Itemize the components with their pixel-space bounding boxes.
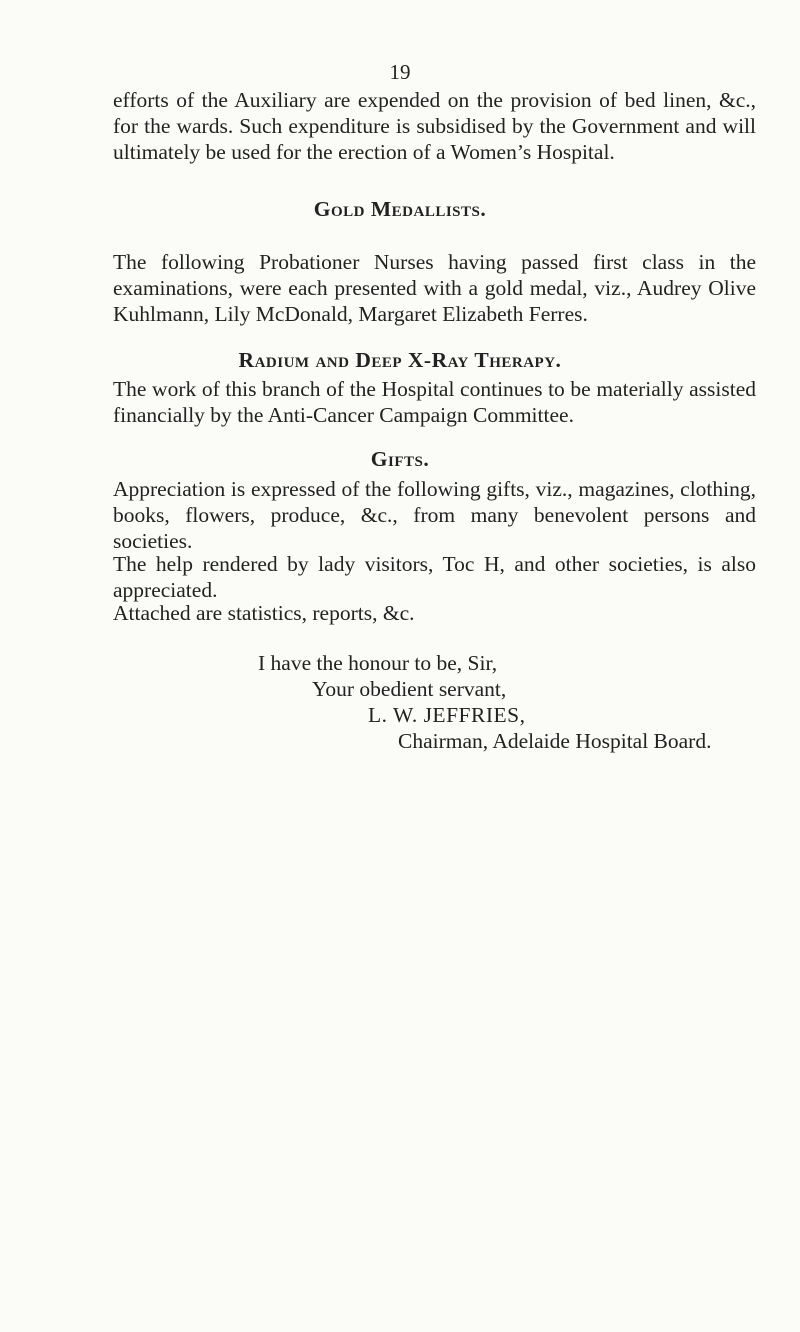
- gifts-paragraph-3: Attached are statistics, reports, &c.: [113, 601, 415, 625]
- intro-paragraph: efforts of the Auxiliary are expended on the provision of bed linen, &c., for the wards. Such expenditure is subsidised by the Government and will ultimately be used for the erection of a Women’s Hospital.: [113, 88, 756, 164]
- gifts-paragraph-1: Appreciation is expressed of the following gifts, viz., magazines, clothing, books, flowers, produce, &c., from many benevolent persons and societies.: [113, 477, 756, 553]
- closing-obedient: Your obedient servant,: [312, 677, 507, 701]
- gold-medallists-heading: Gold Medallists.: [313, 197, 487, 221]
- radium-heading: Radium and Deep X-Ray Therapy.: [238, 348, 562, 372]
- gold-medallists-paragraph: The following Probationer Nurses having passed first class in the examinations, were each presented with a gold medal, viz., Audrey Olive Kuhlmann, Lily McDonald, Margaret Elizabeth Ferres.: [113, 250, 756, 326]
- radium-paragraph: The work of this branch of the Hospital continues to be materially assisted financially by the Anti-Cancer Campaign Committee.: [113, 377, 756, 427]
- closing-salutation: I have the honour to be, Sir,: [258, 651, 498, 675]
- page-number: 19: [389, 60, 411, 84]
- signature: L. W. JEFFRIES,: [368, 703, 526, 727]
- gifts-heading: Gifts.: [370, 447, 430, 471]
- signature-title: Chairman, Adelaide Hospital Board.: [398, 729, 712, 753]
- gifts-paragraph-2: The help rendered by lady visitors, Toc H, and other societies, is also appreciated.: [113, 552, 756, 602]
